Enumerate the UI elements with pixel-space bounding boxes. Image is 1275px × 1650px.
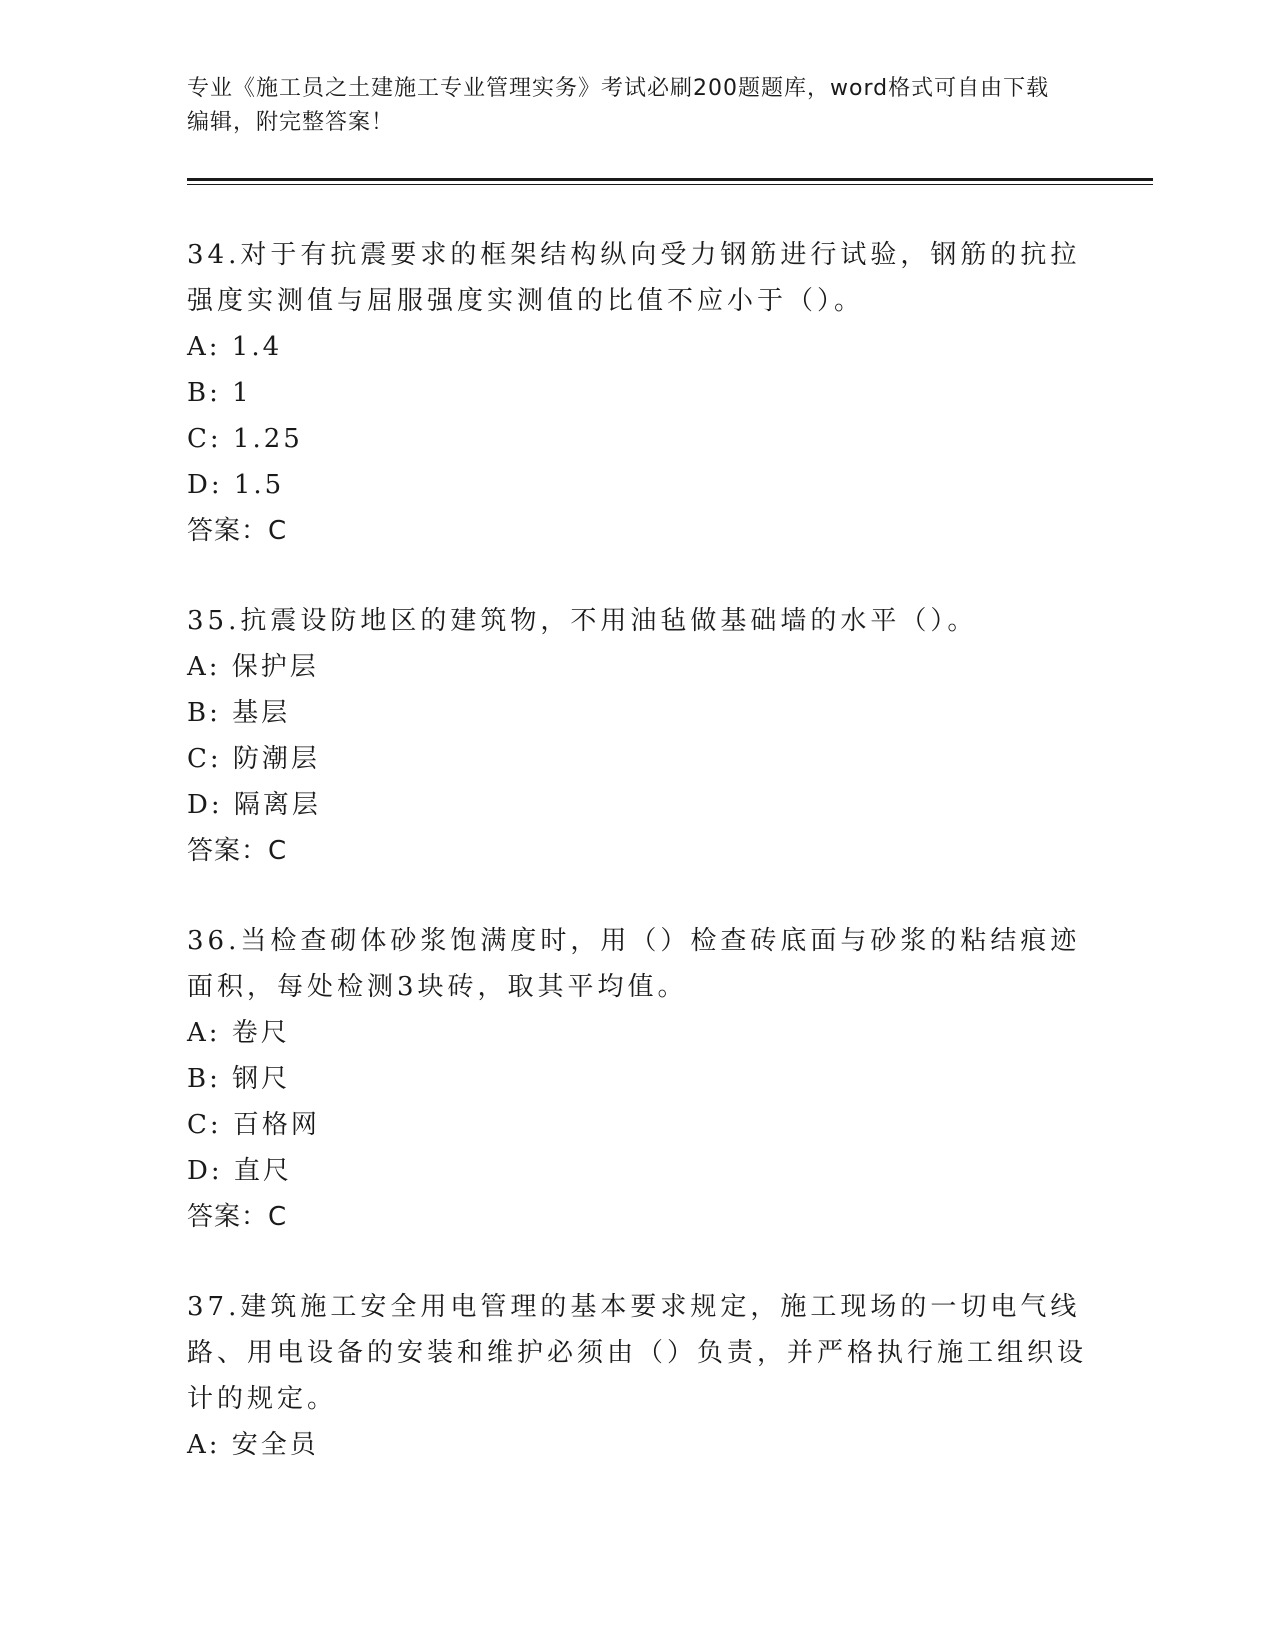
question-34 xyxy=(187,232,1087,554)
document-header: 专业《施工员之土建施工专业管理实务》考试必刷200题题库，word格式可自由下载编辑，附完整答案！ xyxy=(187,76,1050,135)
option-c: C: 防潮层 xyxy=(187,744,320,774)
option-a: A: 安全员 xyxy=(187,1430,319,1460)
option-b: B: 基层 xyxy=(187,698,291,728)
option-c: C: 1.25 xyxy=(187,424,303,454)
answer-line: 答案：C xyxy=(187,516,288,546)
option-d: D: 直尺 xyxy=(187,1156,292,1186)
question-36 xyxy=(187,918,1087,1240)
answer-line: 答案：C xyxy=(187,836,288,866)
option-d: D: 隔离层 xyxy=(187,790,321,820)
question-stem: 34.对于有抗震要求的框架结构纵向受力钢筋进行试验，钢筋的抗拉强度实测值与屈服强度实测值的比值不应小于（）。 xyxy=(187,240,1081,316)
option-b: B: 钢尺 xyxy=(187,1064,291,1094)
option-b: B: 1 xyxy=(187,378,252,408)
question-37 xyxy=(187,1284,1087,1468)
answer-line: 答案：C xyxy=(187,1202,288,1232)
option-d: D: 1.5 xyxy=(187,470,285,500)
option-c: C: 百格网 xyxy=(187,1110,320,1140)
header-divider-thin xyxy=(187,184,1153,185)
question-stem: 37.建筑施工安全用电管理的基本要求规定，施工现场的一切电气线路、用电设备的安装和维护必须由（）负责，并严格执行施工组织设计的规定。 xyxy=(187,1292,1088,1414)
question-35 xyxy=(187,598,1087,874)
question-stem: 36.当检查砌体砂浆饱满度时，用（）检查砖底面与砂浆的粘结痕迹面积，每处检测3块砖，取其平均值。 xyxy=(187,926,1081,1002)
question-stem: 35.抗震设防地区的建筑物，不用油毡做基础墙的水平（）。 xyxy=(187,606,978,636)
question-list xyxy=(187,232,1087,1512)
option-a: A: 1.4 xyxy=(187,332,283,362)
option-a: A: 保护层 xyxy=(187,652,319,682)
option-a: A: 卷尺 xyxy=(187,1018,290,1048)
header-divider-thick xyxy=(187,178,1153,181)
